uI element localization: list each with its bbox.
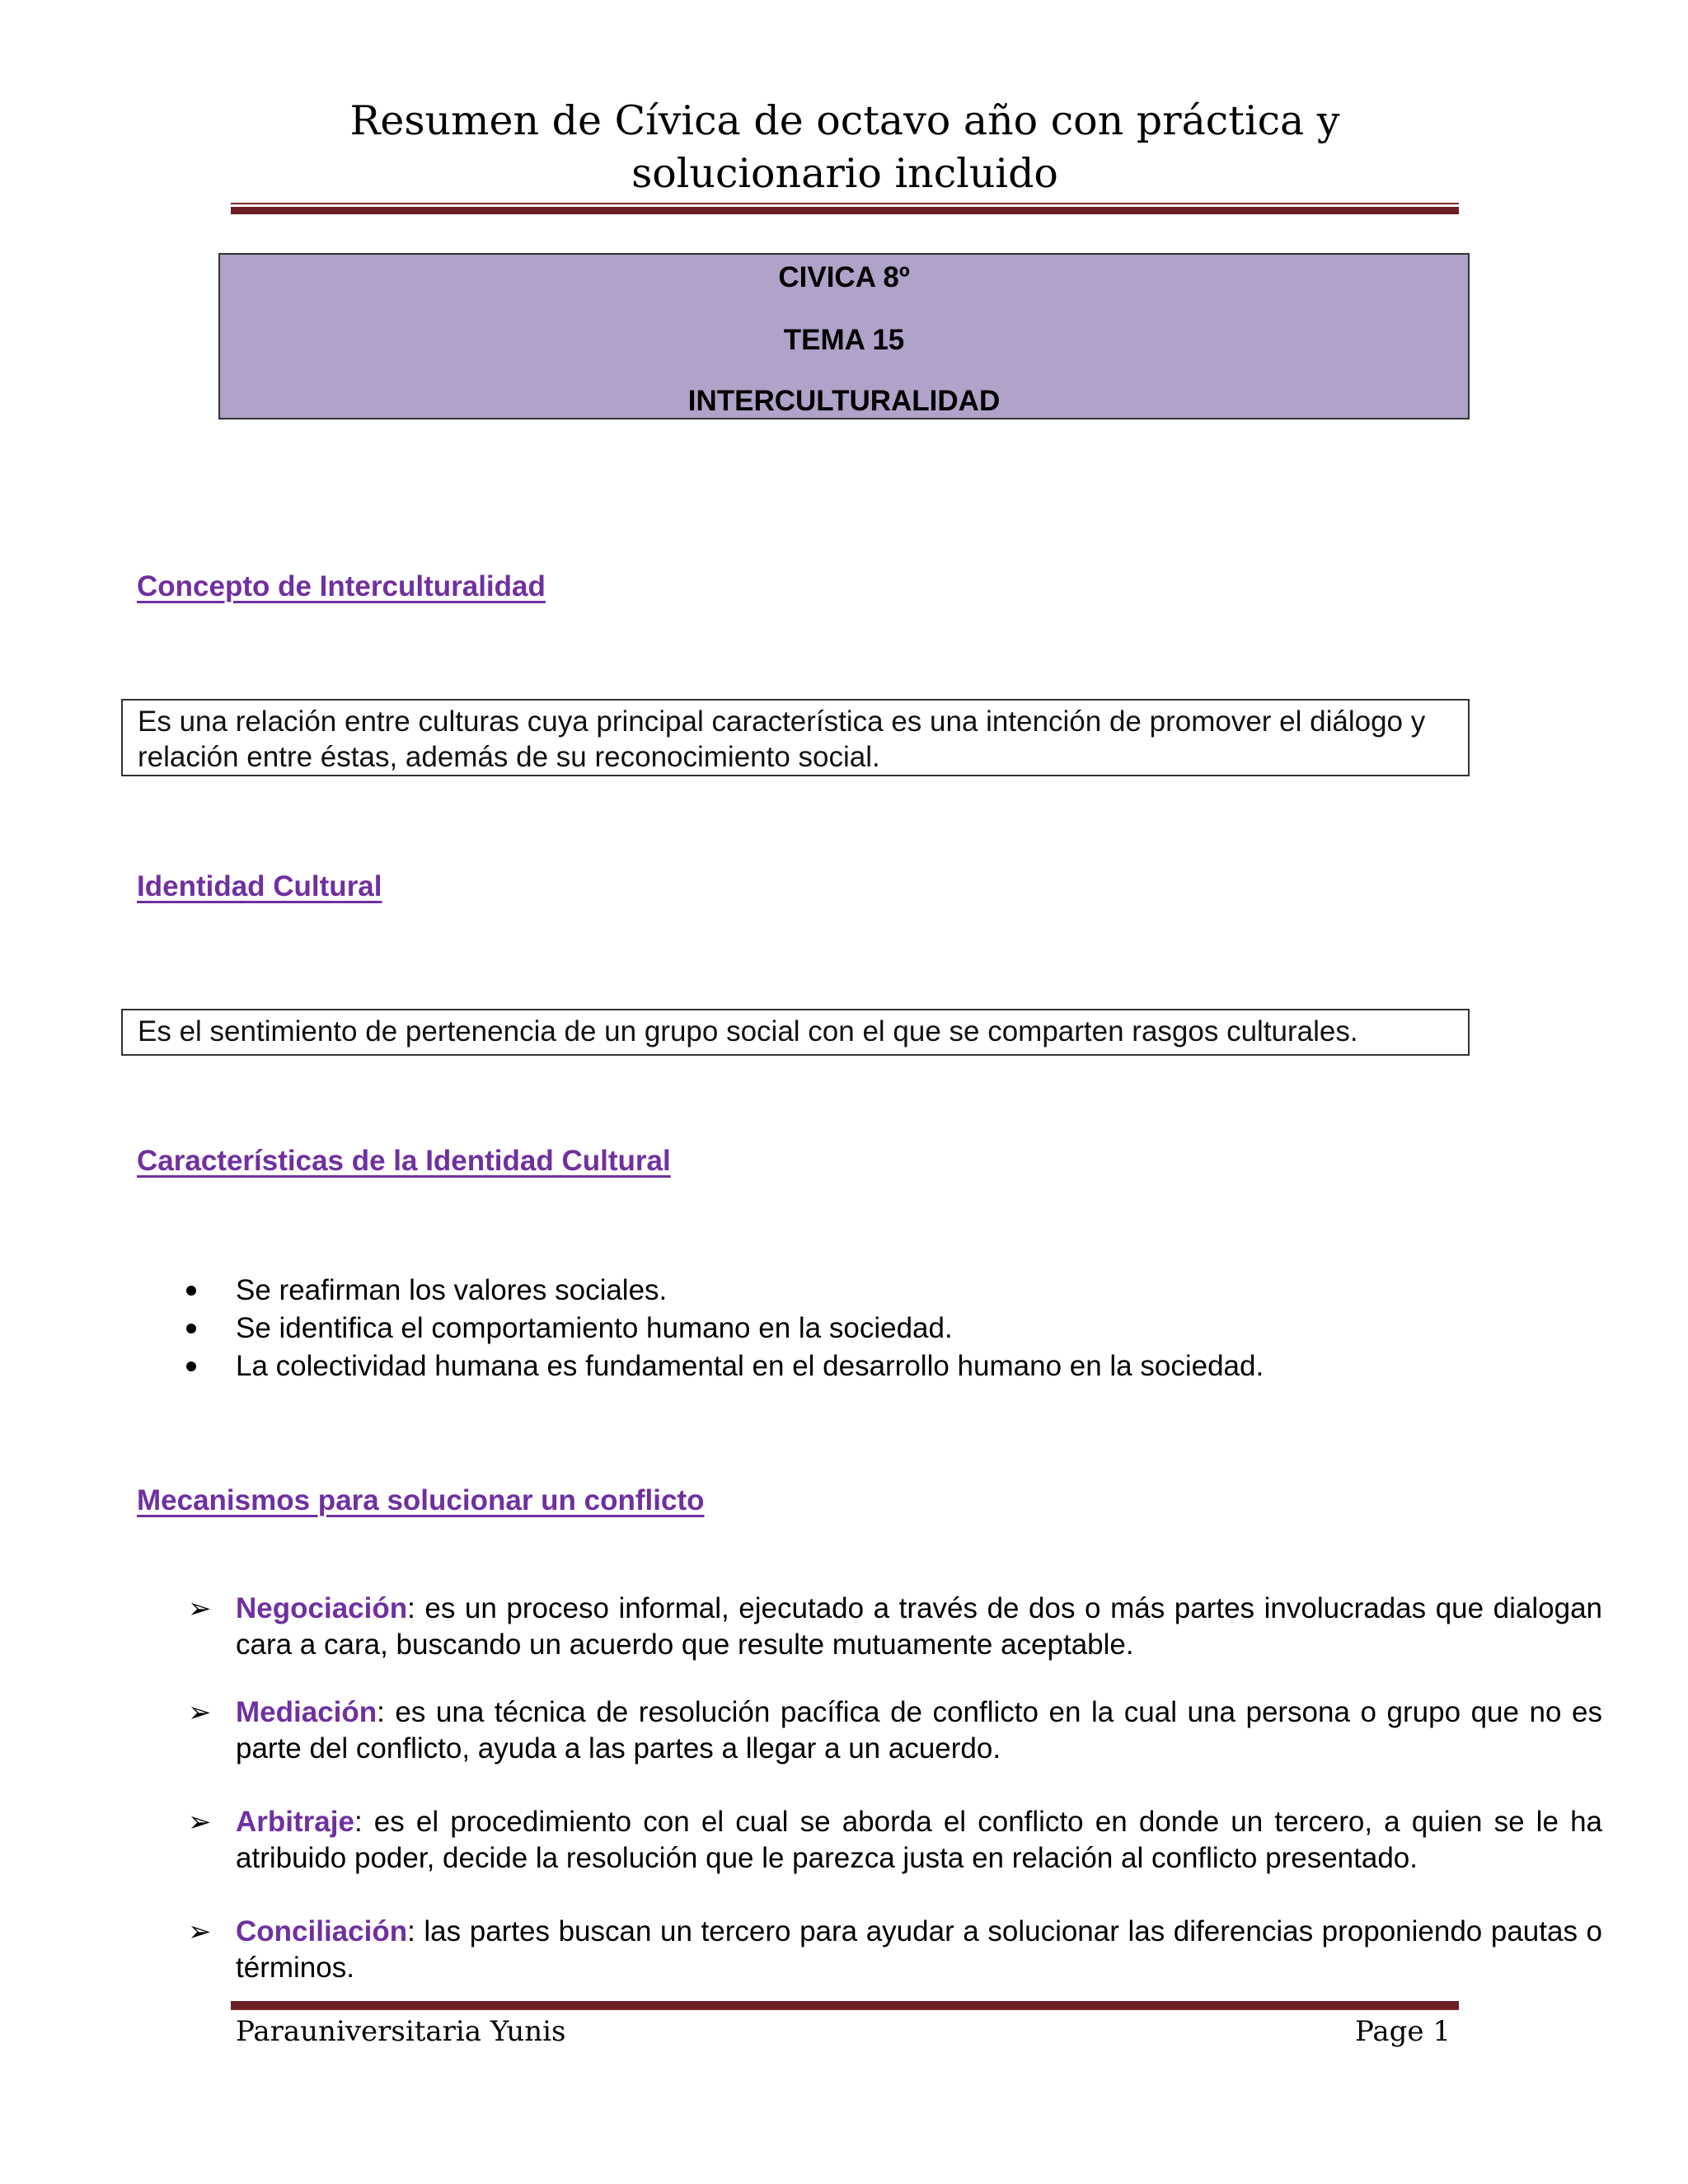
list-item: Se identifica el comportamiento humano en la sociedad. — [181, 1310, 1264, 1347]
mechanism-term: Conciliación — [236, 1915, 408, 1947]
mechanism-item — [181, 1591, 1602, 1663]
bullet-icon — [186, 1286, 196, 1296]
mechanism-description: : es un proceso informal, ejecutado a través de dos o más partes involucradas que dialogan cara a cara, buscando un acuerdo que resulte mutuamente aceptable. — [236, 1592, 1602, 1661]
mechanism-item — [181, 1914, 1602, 1986]
arrow-bullet-icon: ➢ — [188, 1916, 212, 1947]
mechanism-term: Arbitraje — [236, 1806, 354, 1838]
mechanism-description: : es una técnica de resolución pacífica de conflicto en la cual una persona o grupo que no es parte del conflicto, ayuda a las partes a llegar a un acuerdo. — [236, 1696, 1602, 1765]
course-label: CIVICA 8º — [778, 261, 910, 293]
mechanism-description: : las partes buscan un tercero para ayudar a solucionar las diferencias proponiendo pautas o términos. — [236, 1915, 1602, 1984]
mechanism-item — [181, 1694, 1602, 1767]
list-item: Se reafirman los valores sociales. — [181, 1272, 1264, 1310]
document-title: Resumen de Cívica de octavo año con práctica y solucionario incluido — [349, 97, 1340, 197]
heading-mecanismos: Mecanismos para solucionar un conflicto — [137, 1484, 705, 1516]
bullet-icon — [186, 1324, 196, 1333]
footer-rule — [231, 1999, 1459, 2010]
topic-number: TEMA 15 — [783, 324, 905, 356]
heading-caracteristicas: Características de la Identidad Cultural — [137, 1145, 671, 1177]
header-rule — [231, 203, 1459, 214]
footer-author: Parauniversitaria Yunis — [236, 2015, 566, 2048]
characteristics-list — [181, 1272, 1264, 1385]
definition-box-identidad: Es el sentimiento de pertenencia de un grupo social con el que se comparten rasgos culturales. — [121, 1009, 1470, 1056]
mechanism-term: Mediación — [236, 1696, 377, 1728]
definition-box-interculturalidad: Es una relación entre culturas cuya principal característica es una intención de promover el diálogo y relación entre éstas, además de su reconocimiento social. — [121, 699, 1470, 776]
topic-name: INTERCULTURALIDAD — [687, 385, 1001, 417]
mechanism-term: Negociación — [236, 1592, 408, 1624]
topic-title-box — [218, 253, 1470, 419]
mechanism-item — [181, 1804, 1602, 1877]
arrow-bullet-icon: ➢ — [188, 1697, 212, 1728]
mechanism-description: : es el procedimiento con el cual se aborda el conflicto en donde un tercero, a quien se le ha atribuido poder, decide la resolución que le parezca justa en relación al conflicto presentado. — [236, 1806, 1602, 1874]
list-item: La colectividad humana es fundamental en el desarrollo humano en la sociedad. — [181, 1347, 1264, 1385]
heading-identidad: Identidad Cultural — [137, 870, 382, 902]
arrow-bullet-icon: ➢ — [188, 1593, 212, 1624]
heading-concepto: Concepto de Interculturalidad — [137, 570, 546, 602]
bullet-icon — [186, 1361, 196, 1371]
arrow-bullet-icon: ➢ — [188, 1807, 212, 1838]
page-number: Page 1 — [1355, 2015, 1451, 2048]
